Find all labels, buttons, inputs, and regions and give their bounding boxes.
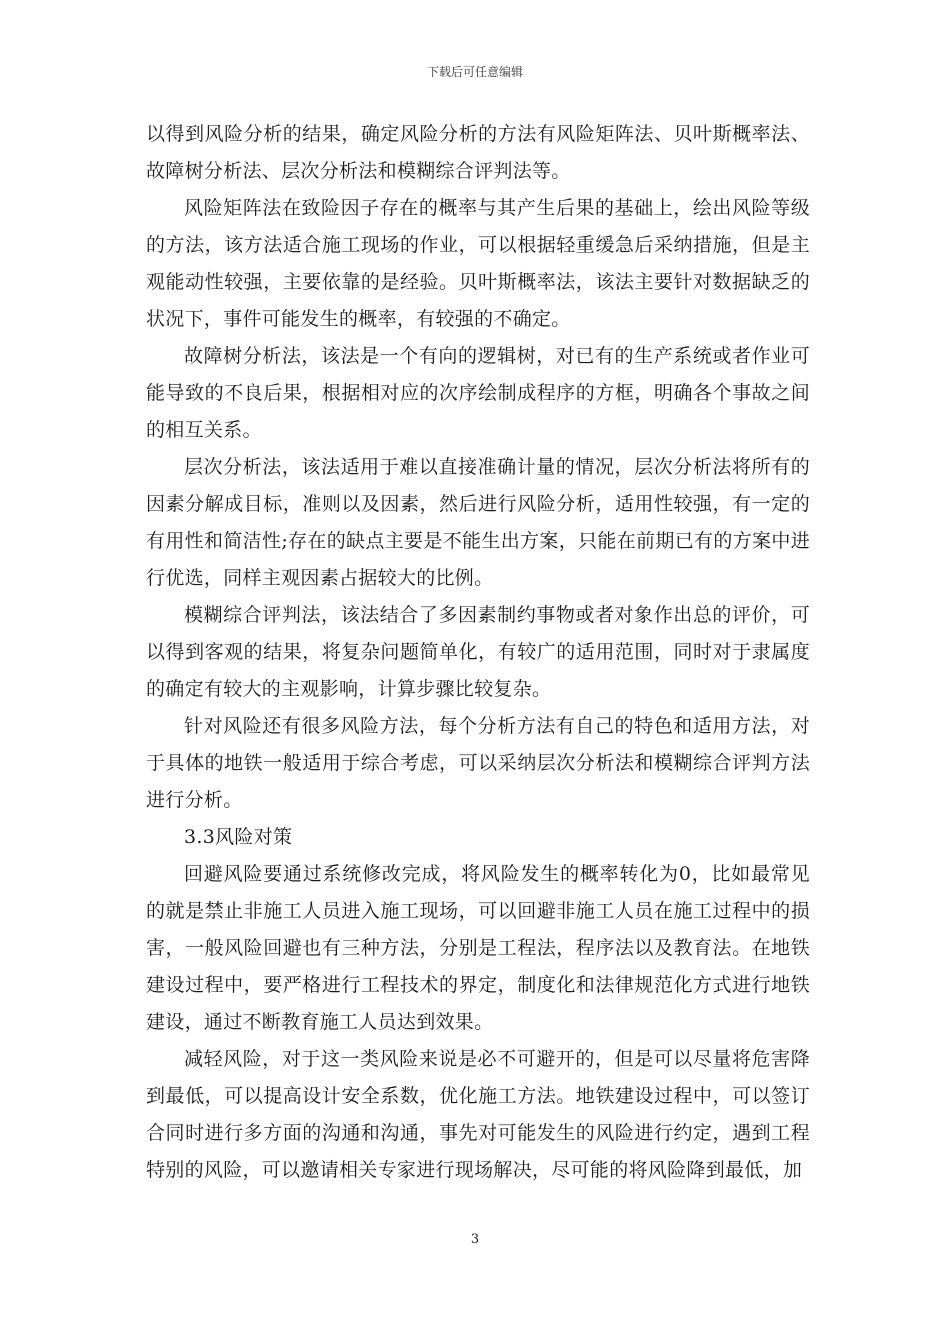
paragraph-continuation: 以得到风险分析的结果，确定风险分析的方法有风险矩阵法、贝叶斯概率法、故障树分析法、层次分析法和模糊综合评判法等。 <box>146 123 810 182</box>
paragraph-risk-avoidance: 回避风险要通过系统修改完成，将风险发生的概率转化为0，比如最常见的就是禁止非施工人员进入施工现场，可以回避非施工人员在施工过程中的损害，一般风险回避也有三种方法，分别是工程法，程序法以及教育法。在地铁建设过程中，要严格进行工程技术的界定，制度化和法律规范化方式进行地铁建设，通过不断教育施工人员达到效果。 <box>146 863 810 1033</box>
page-number: 3 <box>470 1232 480 1247</box>
paragraph-fault-tree: 故障树分析法，该法是一个有向的逻辑树，对已有的生产系统或者作业可能导致的不良后果，根据相对应的次序绘制成程序的方框，明确各个事故之间的相互关系。 <box>146 345 810 441</box>
page-header-note: 下载后可任意编辑 <box>426 65 523 79</box>
paragraph-risk-matrix: 风险矩阵法在致险因子存在的概率与其产生后果的基础上，绘出风险等级的方法，该方法适合施工现场的作业，可以根据轻重缓急后采纳措施，但是主观能动性较强，主要依靠的是经验。贝叶斯概率法，该法主要针对数据缺乏的状况下，事件可能发生的概率，有较强的不确定。 <box>146 197 810 330</box>
paragraph-summary: 针对风险还有很多风险方法，每个分析方法有自己的特色和适用方法，对于具体的地铁一般适用于综合考虑，可以采纳层次分析法和模糊综合评判方法进行分析。 <box>146 715 810 811</box>
paragraph-ahp: 层次分析法，该法适用于难以直接准确计量的情况，层次分析法将所有的因素分解成目标，准则以及因素，然后进行风险分析，适用性较强，有一定的有用性和简洁性;存在的缺点主要是不能生出方案，只能在前期已有的方案中进行优选，同样主观因素占据较大的比例。 <box>146 456 810 589</box>
paragraph-fuzzy-evaluation: 模糊综合评判法，该法结合了多因素制约事物或者对象作出总的评价，可以得到客观的结果，将复杂问题简单化，有较广的适用范围，同时对于隶属度的确定有较大的主观影响，计算步骤比较复杂。 <box>146 604 810 700</box>
document-body <box>146 116 810 1189</box>
paragraph-risk-mitigation: 减轻风险，对于这一类风险来说是必不可避开的，但是可以尽量将危害降到最低，可以提高设计安全系数，优化施工方法。地铁建设过程中，可以签订合同时进行多方面的沟通和沟通，事先对可能发生的风险进行约定，遇到工程特别的风险，可以邀请相关专家进行现场解决，尽可能的将风险降到最低，加 <box>146 1048 810 1181</box>
section-heading: 3.3风险对策 <box>184 826 293 848</box>
